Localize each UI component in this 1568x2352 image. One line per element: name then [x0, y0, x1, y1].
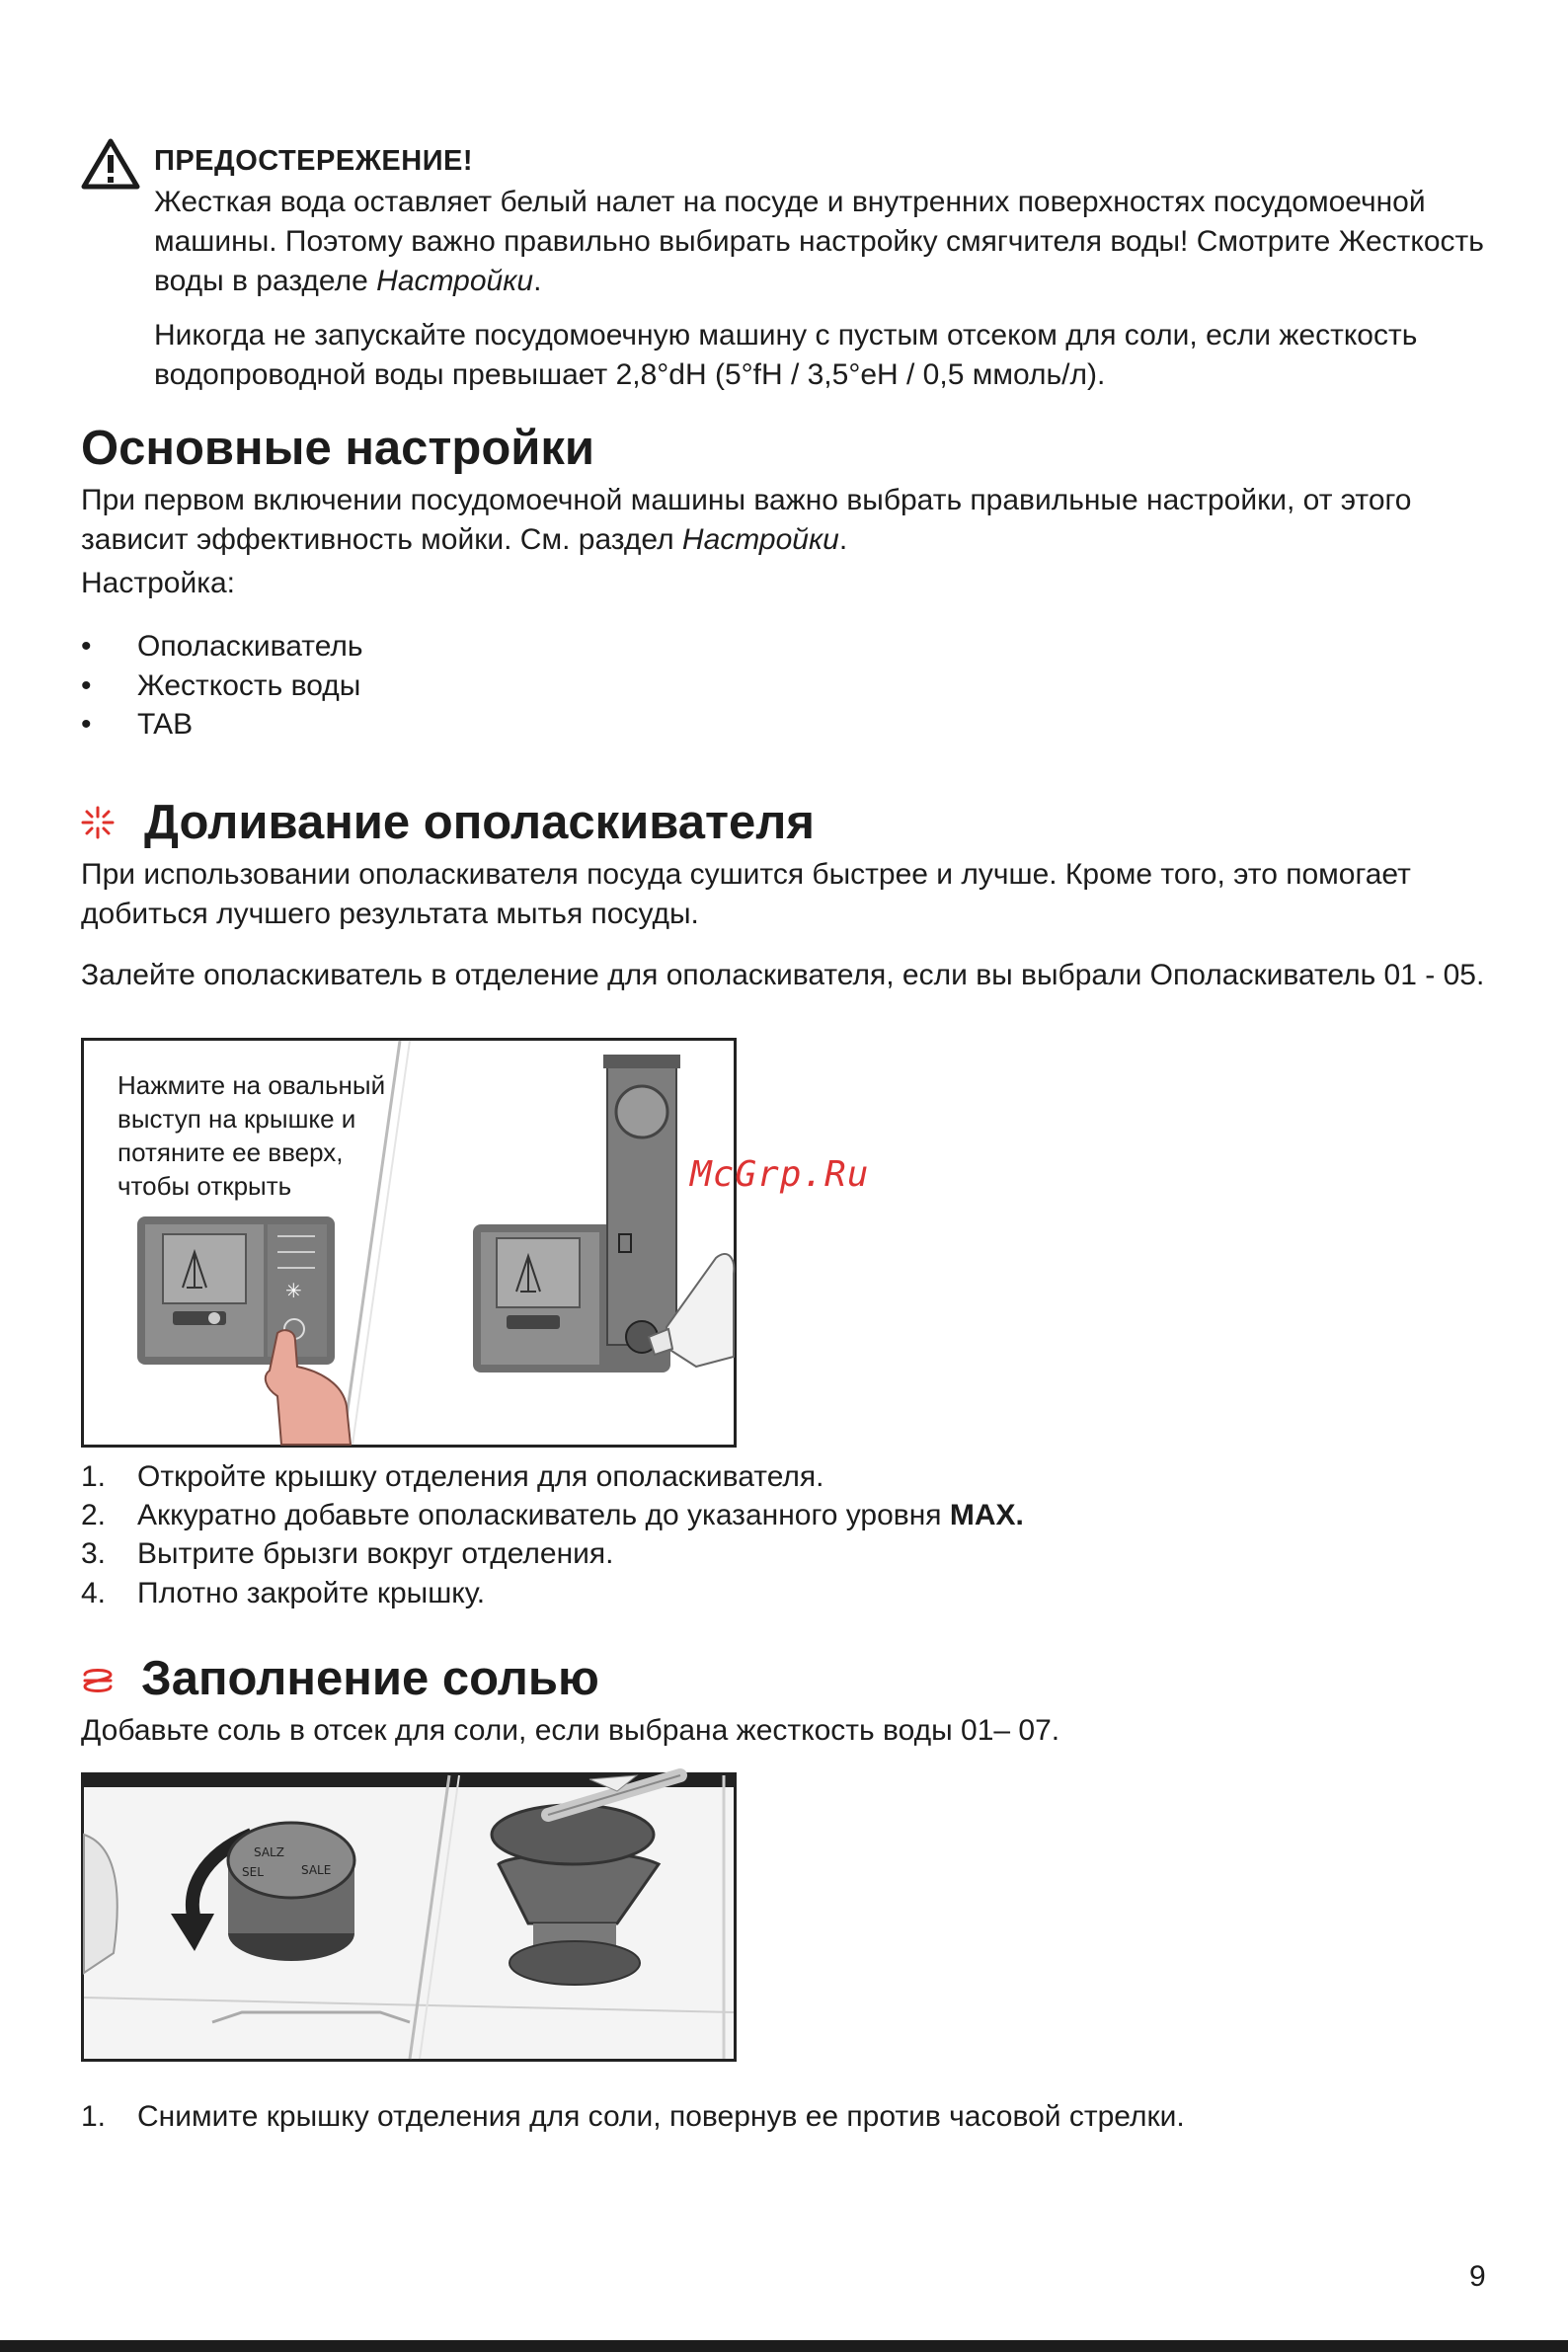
rinse-aid-heading: Доливание ополаскивателя [144, 796, 815, 849]
page-bottom-rule [0, 2340, 1568, 2352]
cap-label: SALZ [254, 1845, 284, 1859]
settings-list-label: Настройка: [81, 567, 236, 599]
settings-reference: Настройки [376, 265, 534, 297]
warning-triangle-icon [81, 138, 140, 190]
salt-refill-icon [81, 1667, 115, 1696]
rinse-aid-paragraph-2: Залейте ополаскиватель в отделение для ополаскивателя, если вы выбрали Ополаскиватель 01 - 05. [81, 959, 1485, 991]
rinse-aid-paragraph-1: При использовании ополаскивателя посуда сушится быстрее и лучше. Кроме того, это помогает добиться лучшего результата мытья посуды. [81, 858, 1411, 930]
warning-title: ПРЕДОСТЕРЕЖЕНИЕ! [154, 145, 474, 177]
bullet: • [81, 708, 92, 741]
cap-label: SEL [242, 1865, 264, 1879]
svg-text:✳: ✳ [285, 1279, 302, 1302]
bullet: • [81, 630, 92, 663]
settings-reference: Настройки [681, 523, 839, 556]
rinse-aid-sparkle-icon [81, 806, 115, 839]
basic-settings-heading: Основные настройки [81, 422, 595, 475]
page-number: 9 [1469, 2260, 1486, 2293]
basic-settings-intro: При первом включении посудомоечной машины важно выбрать правильные настройки, от этого зависит эффективность мойки. См. раздел Настройки. [81, 484, 1412, 556]
max-label: MAX. [949, 1499, 1024, 1531]
warning-paragraph-1: Жесткая вода оставляет белый налет на посуде и внутренних поверхностях посудомоечной машины. Поэтому важно правильно выбирать настройку смягчителя воды! Смотрите Жесткость воды в разделе Настройки. [154, 186, 1484, 297]
salt-paragraph: Добавьте соль в отсек для соли, если выбрана жесткость воды 01– 07. [81, 1714, 1060, 1747]
rinse-aid-dispenser-illustration [84, 1041, 734, 1445]
warning-icon [81, 138, 140, 190]
figure-caption: Нажмите на овальный выступ на крышке и потяните ее вверх, чтобы открыть [118, 1070, 386, 1201]
warning-paragraph-2: Никогда не запускайте посудомоечную машину с пустым отсеком для соли, если жесткость водопроводной воды превышает 2,8°dH (5°fH / 3,5°eH / 0,5 ммоль/л). [154, 319, 1418, 391]
salt-figure [81, 1772, 737, 2062]
cap-label: SALE [301, 1863, 332, 1877]
rinse-aid-figure [81, 1038, 870, 1448]
salt-heading: Заполнение солью [141, 1652, 599, 1705]
watermark: McGrp.Ru [690, 1154, 870, 1195]
salt-container-illustration [84, 1775, 734, 2059]
bullet: • [81, 669, 92, 702]
